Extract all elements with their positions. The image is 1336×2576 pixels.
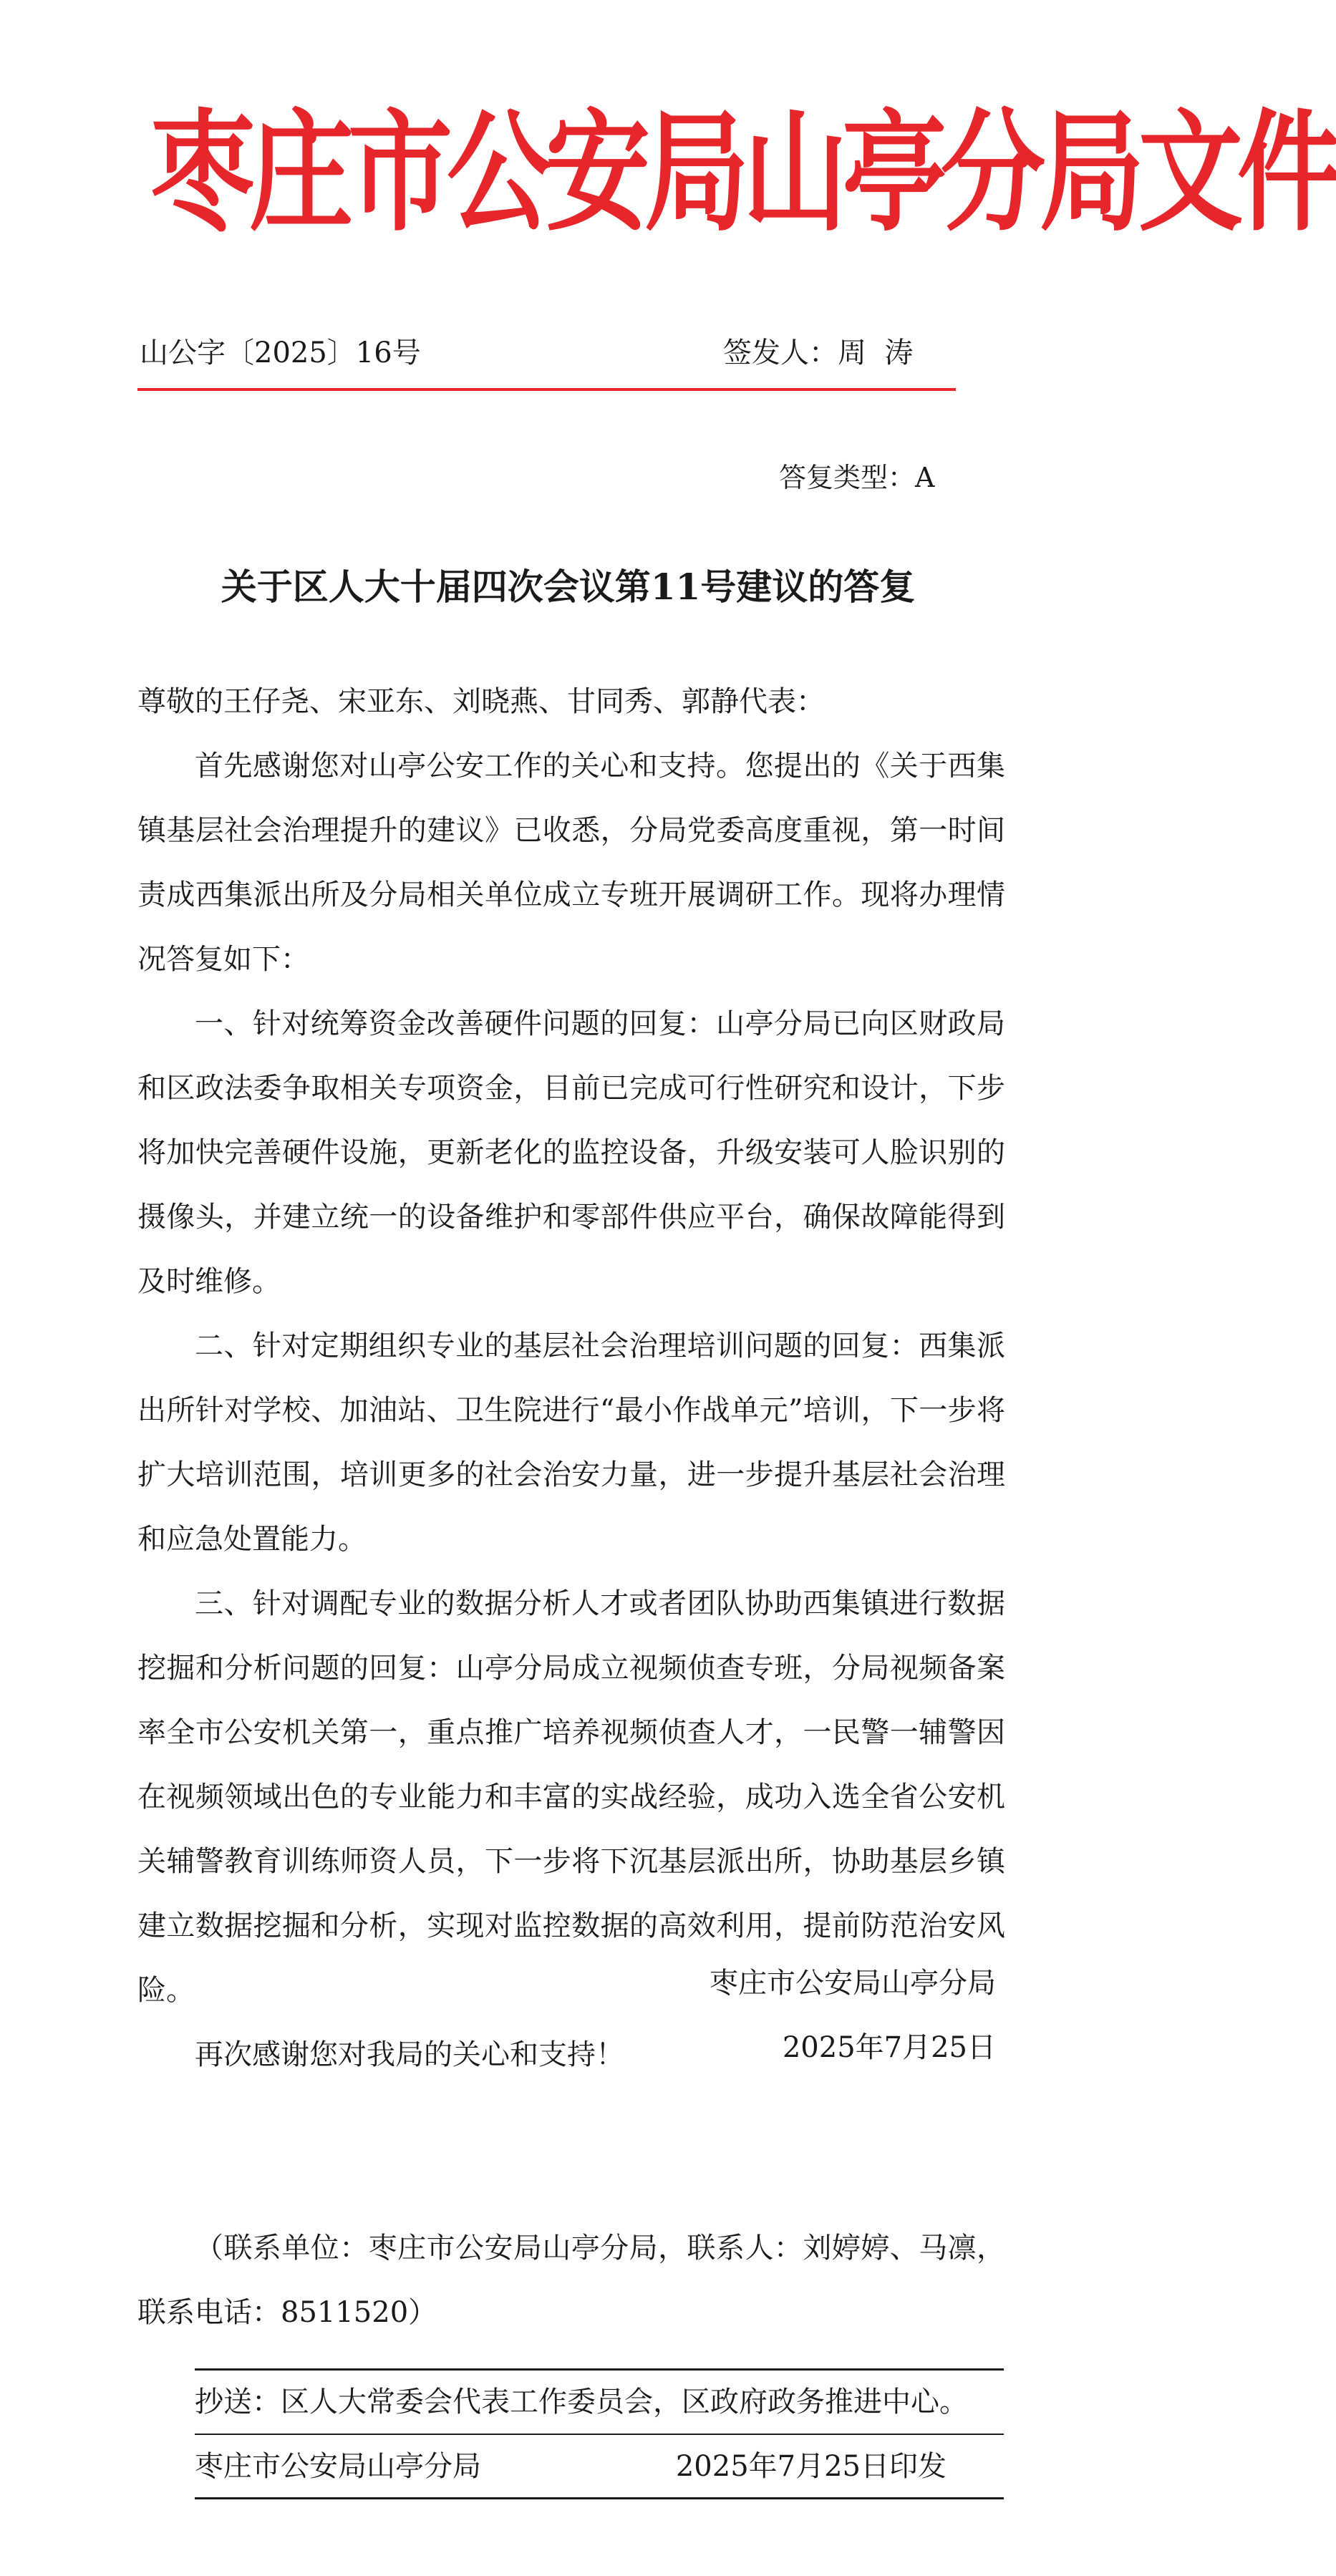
print-date: 2025年7月25日印发 — [675, 2450, 947, 2483]
body-paragraph: 三、针对调配专业的数据分析人才或者团队协助西集镇进行数据挖掘和分析问题的回复：山亭分局成立视频侦查专班，分局视频备案率全市公安机关第一，重点推广培养视频侦查人才，一民警一辅警因在视频领域出色的专业能力和丰富的实战经验，成功入选全省公安机关辅警教育训练师资人员，下一步将下沉基层派出所，协助基层乡镇建立数据挖掘和分析，实现对监控数据的高效利用，提前防范治安风险。 — [137, 1587, 1005, 2007]
page-title: 关于区人大十届四次会议第11号建议的答复 — [221, 566, 916, 608]
footer-rule-bottom — [195, 2497, 1004, 2499]
salutation: 尊敬的王仔尧、宋亚东、刘晓燕、甘同秀、郭静代表： — [137, 685, 825, 718]
footer-rule-middle — [195, 2434, 1004, 2435]
signer — [723, 333, 913, 373]
print-issuer: 枣庄市公安局山亭分局 — [195, 2450, 481, 2483]
reply-type: 答复类型：A — [779, 462, 935, 493]
body-paragraph: 一、针对统筹资金改善硬件问题的回复：山亭分局已向区财政局和区政法委争取相关专项资金，目前已完成可行性研究和设计，下步将加快完善硬件设施，更新老化的监控设备，升级安装可人脸识别的摄像头，并建立统一的设备维护和零部件供应平台，确保故障能得到及时维修。 — [137, 1007, 1005, 1298]
closing-paragraph: 再次感谢您对我局的关心和支持！ — [195, 2038, 624, 2071]
signer-label: 签发人： — [723, 336, 838, 369]
document-number: 山公字〔2025〕16号 — [140, 336, 421, 369]
signature-date: 2025年7月25日 — [782, 2031, 996, 2064]
signature-block — [710, 1951, 996, 2080]
signature-org: 枣庄市公安局山亭分局 — [710, 1967, 996, 2000]
contact-info: （联系单位：枣庄市公安局山亭分局，联系人：刘婷婷、马凛，联系电话：8511520） — [137, 2232, 1005, 2329]
body-paragraph: 首先感谢您对山亭公安工作的关心和支持。您提出的《关于西集镇基层社会治理提升的建议》已收悉，分局党委高度重视，第一时间责成西集派出所及分局相关单位成立专班开展调研工作。现将办理情况答复如下： — [137, 750, 1005, 976]
document-red-header: 枣庄市公安局山亭分局文件 — [150, 96, 1336, 250]
document-body — [137, 669, 1005, 2087]
red-separator-line — [137, 388, 956, 391]
signer-name: 周 涛 — [838, 336, 914, 369]
cc-recipients: 抄送：区人大常委会代表工作委员会，区政府政务推进中心。 — [195, 2386, 968, 2418]
body-paragraph: 二、针对定期组织专业的基层社会治理培训问题的回复：西集派出所针对学校、加油站、卫生院进行“最小作战单元”培训，下一步将扩大培训范围，培训更多的社会治安力量，进一步提升基层社会治理和应急处置能力。 — [137, 1330, 1005, 1556]
footer-rule-top — [195, 2368, 1004, 2371]
